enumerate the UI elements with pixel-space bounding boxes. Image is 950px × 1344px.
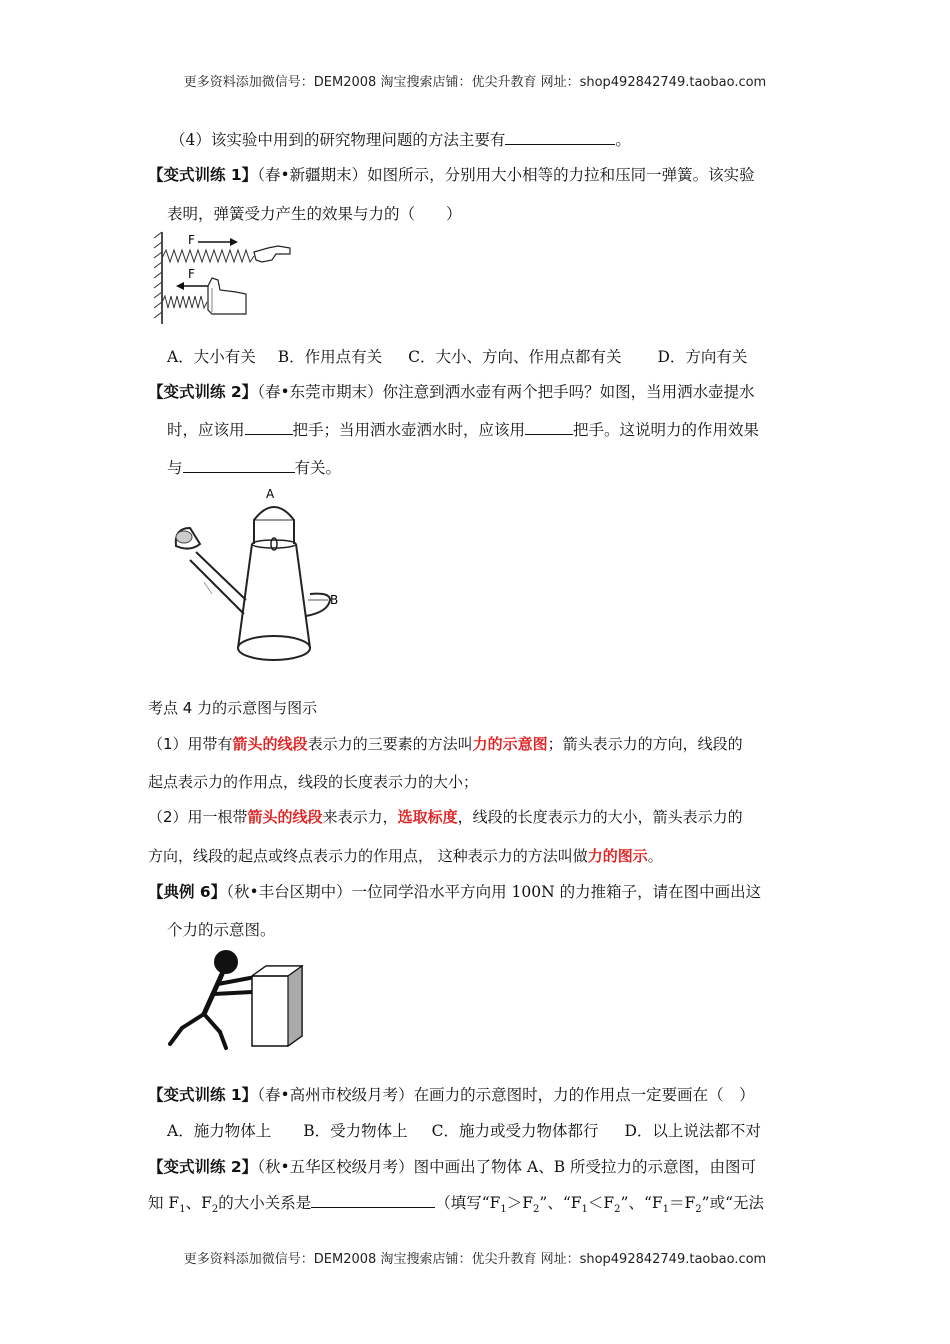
text-segment: 。 [647,847,663,865]
option-d[interactable]: D．以上说法都不对 [624,1122,761,1140]
option-c[interactable]: C．施力或受力物体都行 [431,1122,599,1140]
point-1-line2: 起点表示力的作用点，线段的长度表示力的大小； [148,773,479,791]
variant-3-text: （春•高州市校级月考）在画力的示意图时，力的作用点一定要画在（ ） [257,1086,755,1104]
handle-label-a: A [266,487,275,501]
text-segment: ＝F [669,1194,696,1212]
point-2-line1 [148,806,743,827]
question-4-text: （4）该实验中用到的研究物理问题的方法主要有 [170,131,506,149]
subscript: 1 [662,1204,670,1216]
variant-tag: 【变式训练 1】 [148,1086,258,1104]
text-segment: （2）用一根带 [148,808,248,826]
text-segment: 把手；当用洒水壶洒水时，应该用 [292,421,526,439]
variant-1-line1 [148,163,755,185]
text-segment: （填写“F [435,1194,501,1212]
highlight-term: 力的图示 [587,847,648,865]
text-segment: （1）用带有 [148,735,233,753]
text-segment: 时，应该用 [167,421,245,439]
answer-blank-2[interactable] [525,419,573,435]
subscript: 2 [614,1204,621,1216]
variant-2-line2 [167,418,759,440]
handle-label-b: B [330,593,339,607]
text-segment: 的大小关系是 [218,1194,312,1212]
variant-tag: 【变式训练 2】 [148,1158,258,1176]
option-b[interactable]: B．作用点有关 [277,348,383,366]
watering-can-figure [160,482,360,664]
option-b[interactable]: B．受力物体上 [303,1122,408,1140]
push-box-figure [160,944,310,1054]
page-header: 更多资料添加微信号：DEM2008 淘宝搜索店铺：优尖升教育 网址：shop492842749.taobao.com [183,75,767,90]
question-4 [170,128,631,150]
variant-4-line1 [148,1155,756,1177]
subscript: 1 [500,1204,507,1216]
variant-1-options [167,345,747,367]
variant-tag: 【变式训练 1】 [148,166,258,184]
highlight-term: 力的示意图 [472,735,548,753]
question-4-end: 。 [615,131,631,149]
variant-1-line2: 表明，弹簧受力产生的效果与力的（ ） [167,205,462,223]
variant-tag: 【变式训练 2】 [148,383,258,401]
text-segment: 、F [185,1194,212,1212]
variant-3-line1 [148,1083,755,1105]
text-segment: 与 [167,459,183,477]
subscript: 2 [211,1204,219,1216]
answer-blank-3[interactable] [183,457,295,473]
text-segment: 把手。这说明力的作用效果 [573,421,760,439]
text-segment: 知 F [148,1194,180,1212]
answer-blank[interactable] [505,129,615,145]
text-segment: ”、“F [620,1194,663,1212]
highlight-term: 箭头的线段 [247,808,323,826]
text-segment: 表示力的三要素的方法叫 [307,735,473,753]
variant-4-text: （秋•五华区校级月考）图中画出了物体 A、B 所受拉力的示意图，由图可 [257,1158,757,1176]
text-segment: ；箭头表示力的方向，线段的 [547,735,743,753]
subscript: 2 [533,1204,540,1216]
text-segment: ”或“无法 [701,1194,765,1212]
point-2-line2 [148,845,663,866]
text-segment: 来表示力， [322,808,398,826]
example-6-line1 [148,880,761,902]
force-label-top: F [188,233,195,247]
variant-1-text: （春•新疆期末）如图所示，分别用大小相等的力拉和压同一弹簧。该实验 [257,166,755,184]
point-1-line1 [148,733,743,754]
text-segment: 方向，线段的起点或终点表示力的作用点， 这种表示力的方法叫做 [148,847,588,865]
subscript: 2 [695,1204,702,1216]
option-a[interactable]: A．施力物体上 [167,1122,272,1140]
variant-2-line3 [167,456,341,478]
text-segment: 有关。 [294,459,342,477]
option-c[interactable]: C．大小、方向、作用点都有关 [408,348,622,366]
example-6-text: （秋•丰台区期中）一位同学沿水平方向用 100N 的力推箱子，请在图中画出这 [226,883,762,901]
section-title: 考点 4 力的示意图与图示 [148,699,318,717]
text-segment: ＜F [587,1194,615,1212]
force-label-bottom: F [188,267,195,281]
example-tag: 【典例 6】 [148,883,227,901]
answer-blank-1[interactable] [245,419,293,435]
variant-4-line2 [148,1191,764,1215]
highlight-term: 选取标度 [397,808,458,826]
highlight-term: 箭头的线段 [232,735,308,753]
variant-2-line1 [148,380,755,402]
text-segment: ＞F [506,1194,534,1212]
variant-2-text: （春•东莞市期末）你注意到洒水壶有两个把手吗？如图，当用洒水壶提水 [257,383,755,401]
text-segment: ”、“F [539,1194,582,1212]
variant-3-options [167,1119,761,1141]
text-segment: ，线段的长度表示力的大小，箭头表示力的 [457,808,743,826]
option-a[interactable]: A．大小有关 [167,348,256,366]
option-d[interactable]: D．方向有关 [657,348,748,366]
subscript: 1 [581,1204,588,1216]
page-footer: 更多资料添加微信号：DEM2008 淘宝搜索店铺：优尖升教育 网址：shop492842749.taobao.com [183,1252,767,1267]
spring-figure [150,228,300,328]
subscript: 1 [179,1204,186,1216]
answer-blank[interactable] [311,1192,435,1208]
example-6-line2: 个力的示意图。 [167,921,276,939]
